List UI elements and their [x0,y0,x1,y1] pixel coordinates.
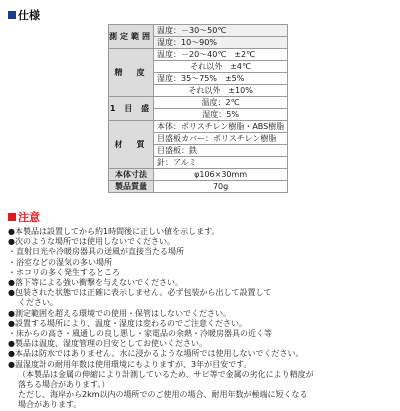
caution-list [8,227,368,411]
scale-temp: 温度：2℃ [154,97,288,109]
caution-line: ・ホコリの多く発生するところ [8,267,120,277]
measure-range-label: 測定範囲 [109,25,154,49]
caution-line: ただし、海岸から2km以内の場所でのご使用の場合、耐用年数が極端に短くなる [18,390,308,400]
caution-line: ●落下等による強い衝撃を与えないでください。 [8,278,183,288]
caution-line: ●温湿度計の耐用年数は使用環境にもよりますが、3年が目安です。 [8,359,252,369]
spec-heading-text: 仕様 [18,9,40,22]
table-row [109,181,288,193]
caution-heading [8,210,40,224]
measure-range-temp: 温度：－30～50℃ [154,25,288,37]
scale-humid: 湿度：5% [154,109,288,121]
caution-line: ●包装された状態では正確に表示しません。必ず包装から出して設置して [8,288,272,298]
spec-table [108,24,288,193]
table-row [109,169,288,181]
caution-line: ●次のような場所では使用しないでください。 [8,237,175,247]
heading-square-icon [8,213,16,221]
caution-line: ・直射日光や冷暖房器具の送風が直接当たる場所 [8,247,184,257]
size-label: 本体寸法 [109,169,154,181]
table-row [109,121,288,133]
table-row [109,49,288,61]
caution-line: ●製品は温度、湿度管理の目安としてお使いください。 [8,339,207,349]
weight-label: 製品質量 [109,181,154,193]
spec-heading [8,8,40,22]
caution-line: ・床からの高さ・風通しの良し悪し・家電品の余熱・冷暖房器具の近く等 [8,329,272,339]
material-label: 材 質 [109,121,154,169]
caution-line: （本製品は金属の伸縮により計測しているため、サビ等で金属の劣化により精度が [18,369,314,379]
table-row [109,25,288,37]
caution-line: ください。 [18,298,58,308]
material-line3: 目盛板：鉄 [154,145,288,157]
accuracy-temp-b: それ以外 ±4℃ [154,61,288,73]
caution-line: 落ちる場合があります。） [18,380,110,390]
caution-line: ・浴室などの湿気の多い場所 [8,257,112,267]
caution-line: 場合があります。 [18,400,82,410]
caution-line: ●本品は防水ではありません。水に浸かるような場所では使用しないでください。 [8,349,304,359]
caution-line: ●設置する場所により、温度・湿度は変わるのでご注意ください。 [8,318,247,328]
material-line4: 針：アルミ [154,157,288,169]
accuracy-temp-a: 温度：－20～40℃ ±2℃ [154,49,288,61]
caution-line: ●測定範囲を超える環境での使用・保管はしないでください。 [8,308,231,318]
caution-heading-text: 注意 [18,211,40,224]
weight-value: 70g [154,181,288,193]
heading-square-icon [8,11,16,19]
table-row [109,97,288,109]
material-line1: 本体：ポリスチレン樹脂・ABS樹脂 [154,121,288,133]
accuracy-humid-a: 湿度：35～75% ±5% [154,73,288,85]
caution-line: ●本製品は設置してから約1時間後に正しい値を示します。 [8,227,220,236]
size-value: φ106×30mm [154,169,288,181]
measure-range-humid: 湿度：10～90% [154,37,288,49]
accuracy-label: 精 度 [109,49,154,97]
material-line2: 目盛板カバー：ポリスチレン樹脂 [154,133,288,145]
scale-label: 1 目 盛 [109,97,154,121]
accuracy-humid-b: それ以外 ±10% [154,85,288,97]
